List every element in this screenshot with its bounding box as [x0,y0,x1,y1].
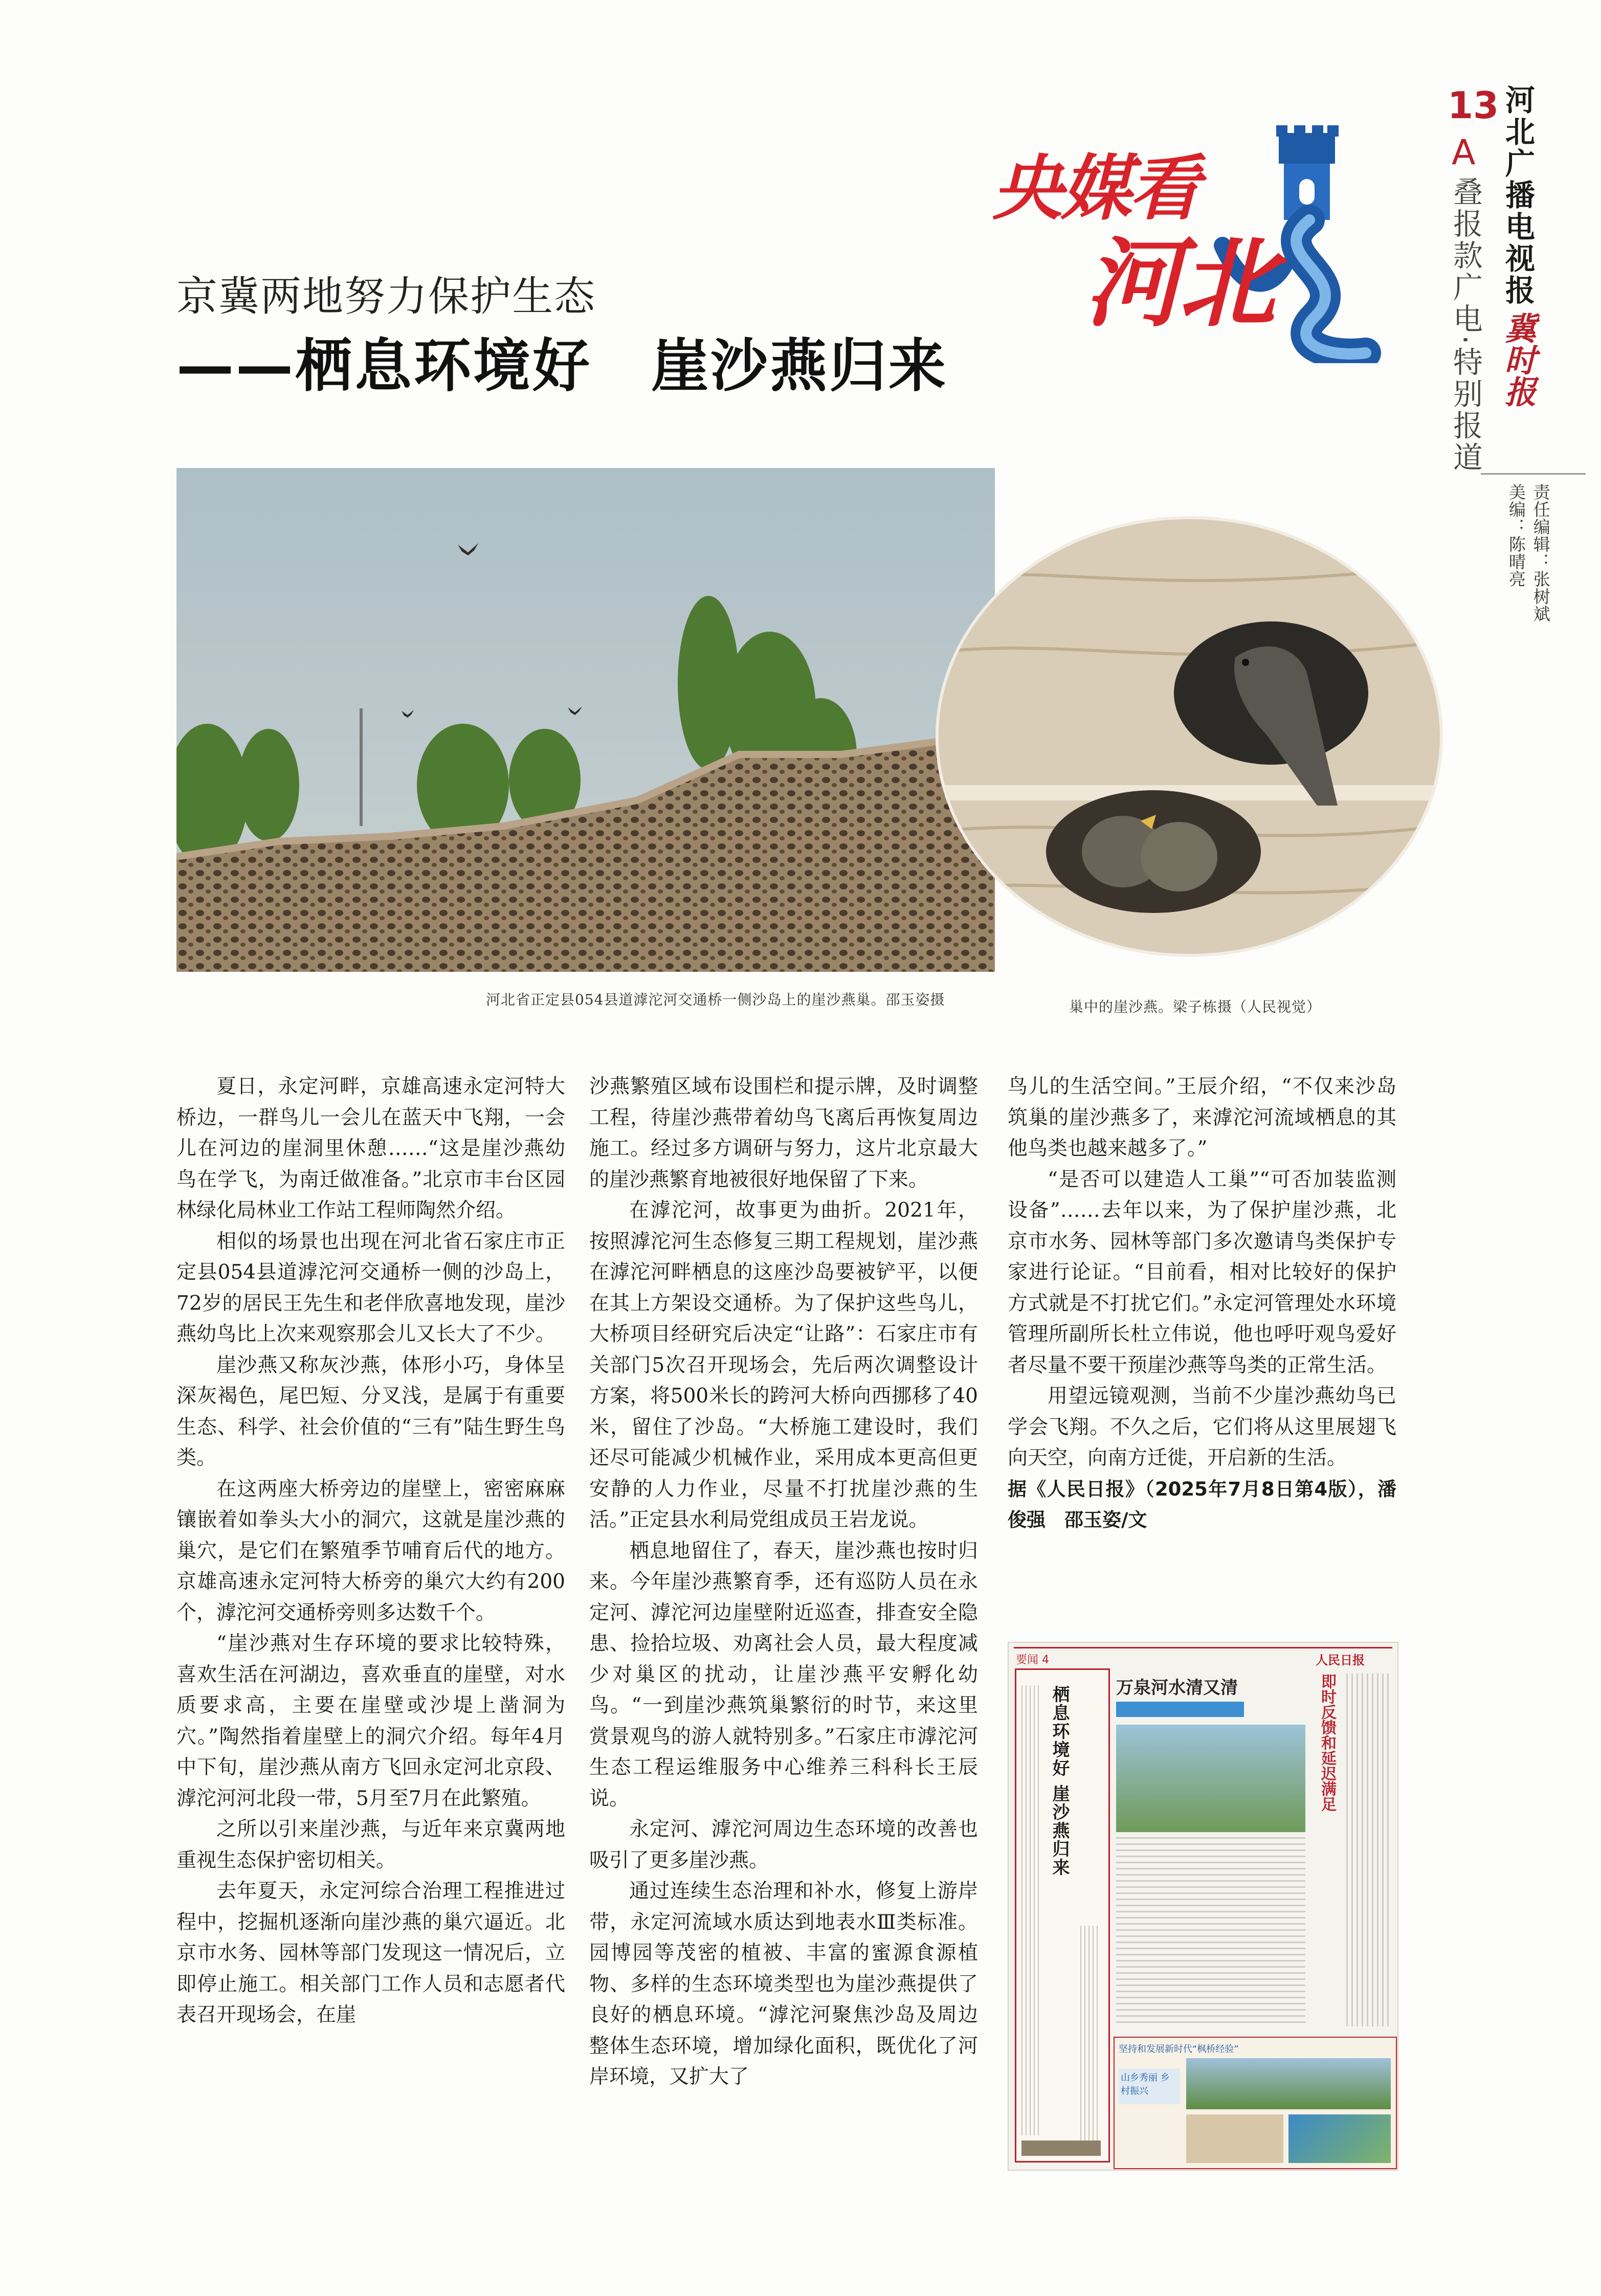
thumb-text-block [1116,1837,1305,2026]
source-page-thumbnail [1008,1642,1398,2171]
paragraph: 相似的场景也出现在河北省石家庄市正定县054县道滹沱河交通桥一侧的沙岛上，72岁的居民王先生和老伴欣喜地发现，崖沙燕幼鸟比上次来观察那会儿又长大了不少。 [176,1230,565,1346]
thumb-text-block [1346,1674,1392,2026]
paragraph: “崖沙燕对生存环境的要求比较特殊，喜欢生活在河湖边，喜欢垂直的崖壁，对水质要求高，主要在崖壁或沙堤上凿洞为穴。”陶然指着崖壁上的洞穴介绍。每年4月中下旬，崖沙燕从南方飞回永定河北京段、滹沱河河北段一带，5月至7月在此繁殖。 [176,1632,565,1810]
photo-caption-main: 河北省正定县054县道滹沱河交通桥一侧沙岛上的崖沙燕巢。邵玉姿摄 [486,991,945,1008]
paragraph: 沙燕繁殖区域布设围栏和提示牌，及时调整工程，待崖沙燕带着幼鸟飞离后再恢复周边施工。经过多方调研与努力，这片北京最大的崖沙燕繁育地被很好地保留了下来。 [589,1075,978,1191]
editor-line: 责任编辑：张树斌 [1530,483,1551,622]
editor-line: 美编：陈晴亮 [1506,483,1526,588]
article-title: ——栖息环境好 崖沙燕归来 [176,333,948,399]
paragraph: 在这两座大桥旁边的崖壁上，密密麻麻镶嵌着如拳头大小的洞穴，这就是崖沙燕的巢穴，是它们在繁殖季节哺育后代的地方。京雄高速永定河特大桥旁的巢穴大约有200个，滹沱河交通桥旁则多达数千个。 [176,1477,565,1624]
cliff-photo-illustration [176,468,995,972]
article-subtitle: 京冀两地努力保护生态 [176,273,596,320]
thumb-rule [1014,1647,1392,1648]
thumb-feature-label: 坚持和发展新时代“枫桥经验” [1119,2044,1239,2055]
article-column-2 [589,1072,978,2093]
paper-name: 河北广播电视报 [1500,84,1535,306]
banner-title-bottom: 河北 [1084,227,1273,340]
masthead-divider [1481,473,1586,475]
thumb-people-photo [1186,2114,1283,2163]
thumb-side-headline: 即时反馈和延迟满足 [1318,1674,1336,1812]
paragraph: 用望远镜观测，当前不少崖沙燕幼鸟已学会飞翔。不久之后，它们将从这里展翅飞向天空，向南方迁徙，开启新的生活。 [1008,1385,1396,1469]
thumb-paper-name: 人民日报 [1316,1653,1365,1667]
thumb-feature-sub: 山乡秀丽 乡村振兴 [1119,2068,1180,2104]
banner-title-top: 央媒看 [992,147,1198,230]
paragraph: “是否可以建造人工巢”“可否加装监测设备”……去年以来，为了保护崖沙燕，北京市水务、园林等部门多次邀请鸟类保护专家进行论证。“目前看，相对比较好的保护方式就是不打扰它们。”永定河管理处水环境管理所副所长杜立伟说，他也呼吁观鸟爱好者尽量不要干预崖沙燕等鸟类的正常生活。 [1008,1168,1396,1377]
article-column-3 [1008,1072,1396,1536]
thumb-river-photo [1288,2114,1391,2163]
article-signature: 据《人民日报》（2025年7月8日第4版），潘俊强 邵玉姿/文 [1008,1478,1396,1531]
paragraph: 栖息地留住了，春天，崖沙燕也按时归来。今年崖沙燕繁育季，还有巡防人员在永定河、滹沱河边崖壁附近巡查，排查安全隐患、捡拾垃圾、劝离社会人员，最大程度减少对巢区的扰动，让崖沙燕平安孵化幼鸟。“一到崖沙燕筑巢繁衍的时节，来这里赏景观鸟的游人就特别多。”石家庄市滹沱河生态工程运维服务中心维养三科科长王辰说。 [589,1539,978,1810]
thumb-banner [1116,1702,1244,1717]
paragraph: 通过连续生态治理和补水，修复上游岸带，永定河流域水质达到地表水Ⅲ类标准。园博园等茂密的植被、丰富的蜜源食源植物、多样的生态环境类型也为崖沙燕提供了良好的栖息环境。“滹沱河聚焦沙岛及周边整体生态环境，增加绿化面积，既优化了河岸环境，又扩大了 [589,1880,978,2088]
thumb-section: 要闻 4 [1016,1654,1049,1666]
page-number: 13 [1448,84,1499,127]
paragraph: 鸟儿的生活空间。”王辰介绍，“不仅来沙岛筑巢的崖沙燕多了，来滹沱河流域栖息的其他鸟类也越来越多了。” [1008,1075,1396,1160]
edition-text: 叠报款广电·特别报道 [1448,176,1483,474]
paragraph: 在滹沱河，故事更为曲折。2021年，按照滹沱河生态修复三期工程规划，崖沙燕在滹沱河畔栖息的这座沙岛要被铲平，以便在其上方架设交通桥。为了保护这些鸟儿，大桥项目经研究后决定“让路”：石家庄市有关部门5次召开现场会，先后两次调整设计方案，将500米长的跨河大桥向西挪移了40米，留住了沙岛。“大桥施工建设时，我们还尽可能减少机械作业，采用成本更高但更安静的人力作业，尽量不打扰崖沙燕的生活。”正定县水利局党组成员王岩龙说。 [589,1199,978,1531]
thumb-text-lines [1021,1685,1042,2135]
thumb-village-photo [1186,2058,1391,2109]
paper-script-logo: 冀时报 [1499,312,1537,407]
thumb-headline: 万泉河水清又清 [1116,1678,1238,1698]
photo-caption-closeup: 巢中的崖沙燕。梁子栋摄（人民视觉） [1069,998,1322,1015]
paragraph: 之所以引来崖沙燕，与近年来京冀两地重视生态保护密切相关。 [176,1818,565,1872]
thumb-landscape-photo [1116,1725,1305,1832]
paragraph: 夏日，永定河畔，京雄高速永定河特大桥边，一群鸟儿一会儿在蓝天中飞翔，一会儿在河边的崖洞里休憩……“这是崖沙燕幼鸟在学飞，为南迁做准备。”北京市丰台区园林绿化局林业工作站工程师陶然介绍。 [176,1075,565,1222]
thumb-photo [1021,2141,1101,2156]
paragraph: 永定河、滹沱河周边生态环境的改善也吸引了更多崖沙燕。 [589,1818,978,1872]
thumb-article-title: 栖息环境好 崖沙燕归来 [1049,1685,1070,1877]
edition-letter: A [1452,132,1476,173]
thumb-highlight-box [1015,1668,1110,2163]
nest-closeup-photo [939,519,1440,954]
article-column-1 [176,1072,565,2031]
paragraph: 去年夏天，永定河综合治理工程推进过程中，挖掘机逐渐向崖沙燕的巢穴逼近。北京市水务、园林等部门发现这一情况后，立即停止施工。相关部门工作人员和志愿者代表召开现场会，在崖 [176,1880,565,2026]
editor-credits [1504,483,1553,622]
cliff-nests-photo [176,468,995,972]
nest-photo-illustration [939,519,1440,954]
thumb-text-lines [1080,1926,1101,2146]
paragraph: 崖沙燕又称灰沙燕，体形小巧，身体呈深灰褐色，尾巴短、分叉浅，是属于有重要生态、科学、社会价值的“三有”陆生野生鸟类。 [176,1353,565,1469]
thumb-feature-box [1114,2037,1397,2169]
